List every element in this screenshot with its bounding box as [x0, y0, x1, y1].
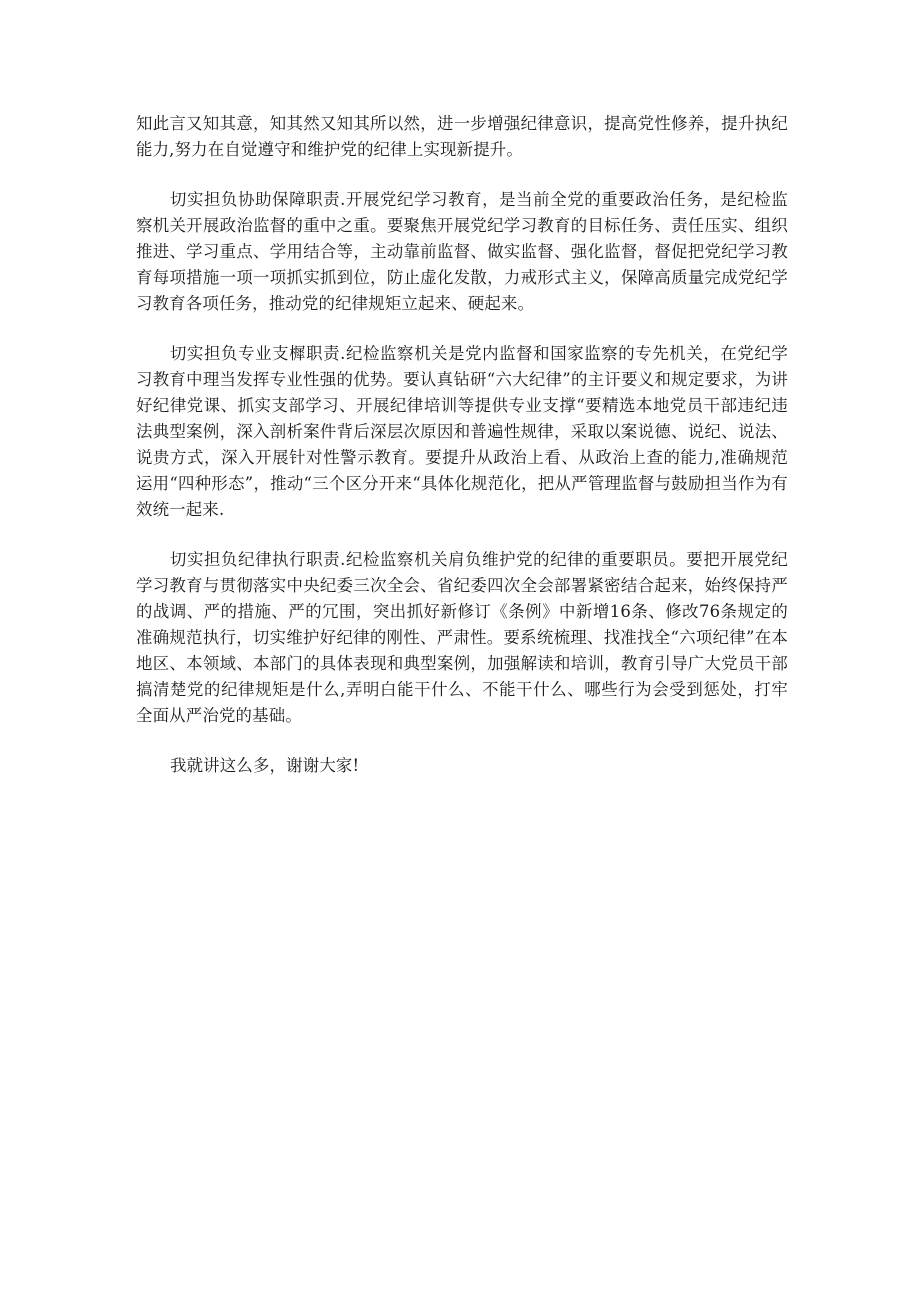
- paragraph-gap: [136, 163, 788, 187]
- paragraph-gap: [136, 317, 788, 341]
- paragraph-discipline-enforcement: 切实担负纪律执行职责.纪检监察机关肩负维护党的纪律的重要职员。要把开展党纪学习教育与贯彻落实中央纪委三次全会、省纪委四次全会部署紧密结合起来，始终保持严的战调、严的措施、严的冗围，突出抓好新修订《条例》中新增16条、修改76条规定的准确规范执行，切实维护好纪律的刚性、严肃性。要系统梳理、找准找全“六项纪律”在本地区、本领域、本部门的具体表现和典型案例，加强解读和培训，教育引导广大党员干部搞清楚党的纪律规矩是什么,弄明白能干什么、不能干什么、哪些行为会受到惩处，打牢全面从严治党的基础。: [136, 550, 788, 725]
- paragraph-professional-support: 切实担负专业支樨职责.纪检监察机关是党内监督和国家监察的专先机关，在党纪学习教育中理当发挥专业性强的优势。要认真钻研“六大纪律”的主讦要义和规定要求，为讲好纪律党课、抓实支部学习、开展纪律培训等提供专业支撑“要精选本地党员干部违纪违法典型案例，深入剖析案件背后深层次原因和普遍性规律，采取以案说德、说纪、说法、说贵方式，深入开展针对性警示教育。要提升从政治上看、从政治上查的能力,准确规范运用“四种形态”，推动“三个区分开来“具体化规范化，把从严管理监督与鼓励担当作为有效统一起来.: [136, 344, 788, 519]
- document-body: [136, 111, 788, 779]
- paragraph-continuation: 知此言又知其意，知其然又知其所以然，进一步增强纪律意识，提高党性修养，提升执纪能力,努力在自觉遵守和维护党的纪律上实现新提升。: [136, 114, 788, 159]
- paragraph-gap: [136, 729, 788, 753]
- paragraph-gap: [136, 523, 788, 547]
- paragraph-assist-guarantee: 切实担负协助保障职责.开展党纪学习教育，是当前全党的重要政治任务，是纪检监察机关开展政治监督的重中之重。要聚焦开展党纪学习教育的目标任务、责任压实、组织推进、学习重点、学用结合等，主动靠前监督、做实监督、强化监督，督促把党纪学习教育每项措施一项一项抓实抓到位，防止虚化发散，力戒形式主义，保障高质量完成党纪学习教育各项任务，推动党的纪律规矩立起来、硬起来。: [136, 190, 788, 313]
- paragraph-closing: 我就讲这么多，谢谢大家!: [170, 756, 360, 775]
